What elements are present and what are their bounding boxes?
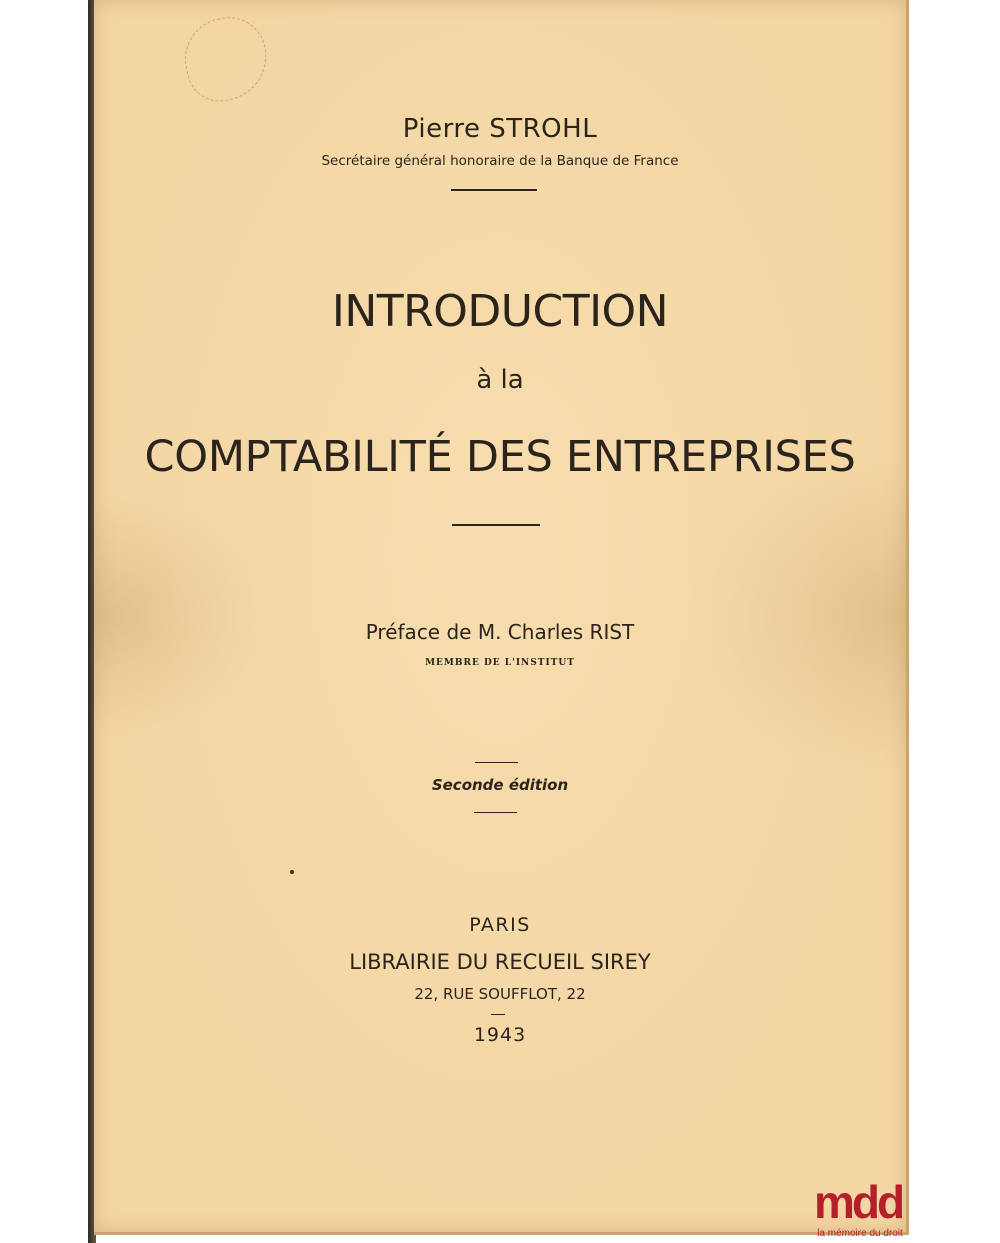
preface-role: MEMBRE DE L'INSTITUT [425,658,575,668]
svg-text:mdd: mdd [813,1176,903,1228]
divider-rule [475,762,518,763]
author-name: Pierre STROHL [402,114,598,144]
book-cover [94,0,909,1235]
preface-line: Préface de M. Charles RIST [365,620,635,644]
publisher-city: PARIS [469,914,531,936]
publisher-name: LIBRAIRIE DU RECUEIL SIREY [349,950,651,974]
mdd-logo-icon [808,1174,910,1240]
svg-text:la mémoire du droit: la mémoire du droit [817,1228,903,1239]
divider-rule [452,524,540,526]
title-line-2: à la [476,365,524,395]
divider-rule [474,812,517,813]
edition-label: Seconde édition [431,776,569,794]
title-line-3: COMPTABILITÉ DES ENTREPRISES [144,432,856,482]
ink-speck [290,870,294,874]
divider-rule [491,1014,505,1015]
publisher-address: 22, RUE SOUFFLOT, 22 [414,985,586,1003]
title-line-1: INTRODUCTION [331,286,669,337]
author-role: Secrétaire général honoraire de la Banque de France [321,153,679,169]
publication-year: 1943 [473,1024,527,1046]
divider-rule [451,189,537,191]
